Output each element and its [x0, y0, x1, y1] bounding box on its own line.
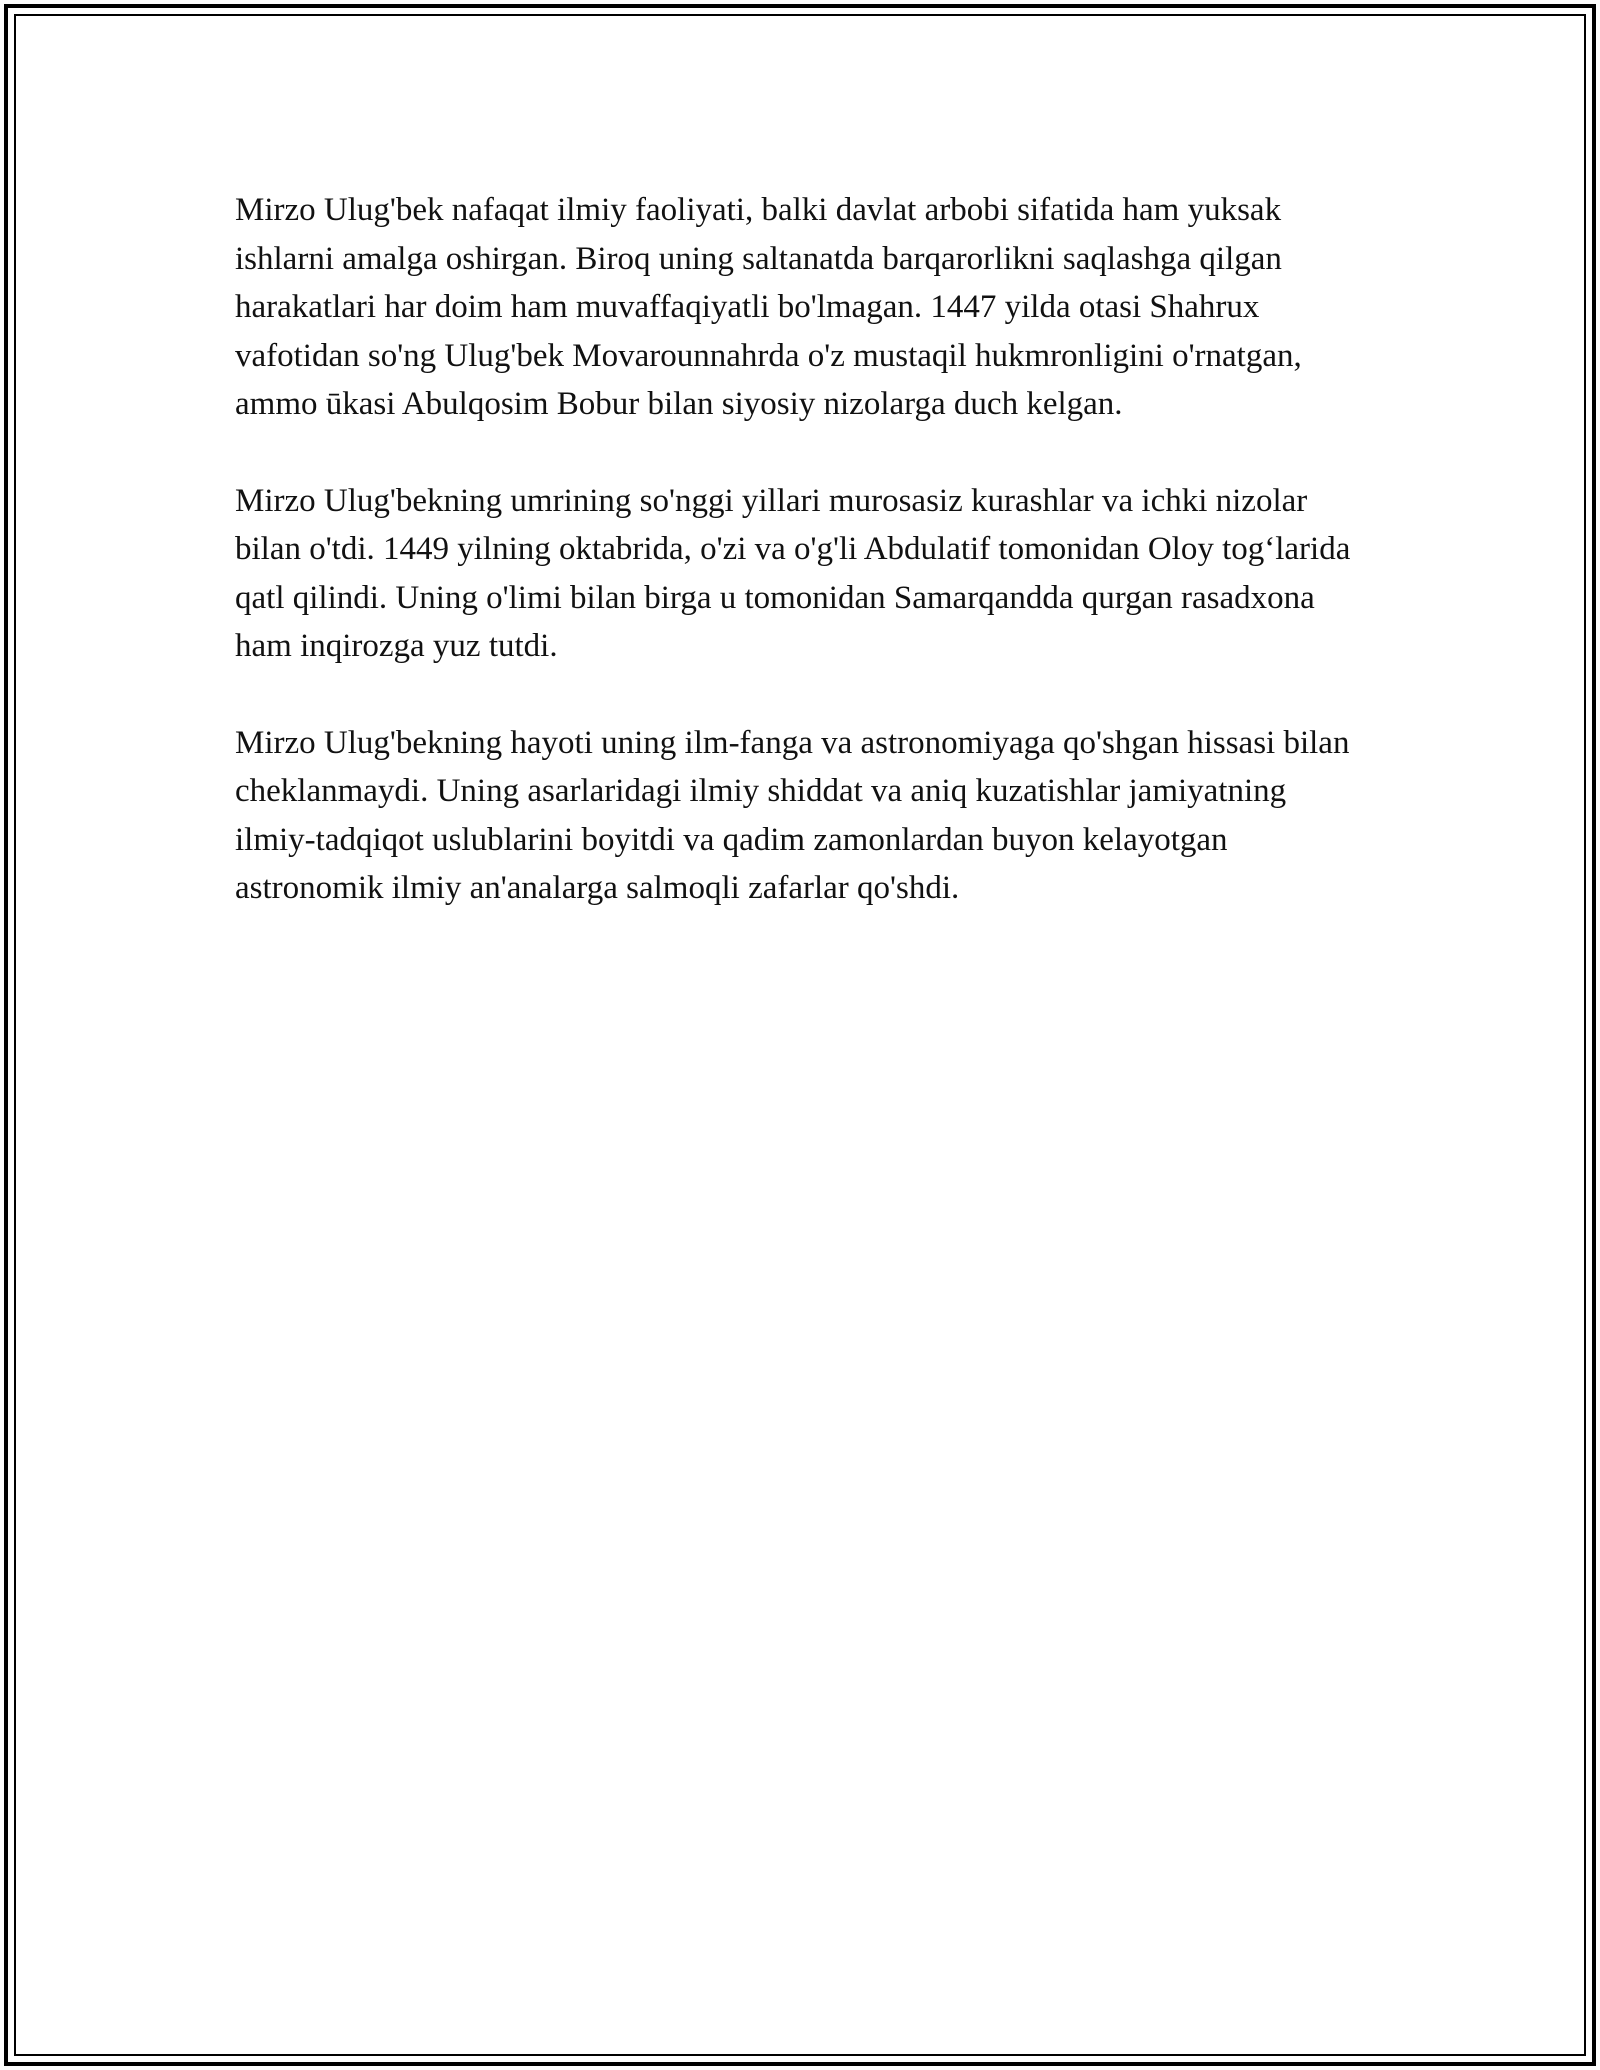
document-body — [235, 186, 1375, 961]
paragraph-2: Mirzo Ulug'bekning umrining so'nggi yillari murosasiz kurashlar va ichki nizolar bilan o'tdi. 1449 yilning oktabrida, o'zi va o'g'li Abdulatif tomonidan Oloy tog‘larida qatl qilindi. Uning o'limi bilan birga u tomonidan Samarqandda qurgan rasadxona ham inqirozga yuz tutdi. — [235, 482, 1351, 664]
paragraph-1: Mirzo Ulug'bek nafaqat ilmiy faoliyati, balki davlat arbobi sifatida ham yuksak ishlarni amalga oshirgan. Biroq uning saltanatda barqarorlikni saqlashga qilgan harakatlari har doim ham muvaffaqiyatli bo'lmagan. 1447 yilda otasi Shahrux vafotidan so'ng Ulug'bek Movarounnahrda o'z mustaqil hukmronligini o'rnatgan, ammo ūkasi Abulqosim Bobur bilan siyosiy nizolarga duch kelgan. — [235, 192, 1302, 422]
paragraph-3: Mirzo Ulug'bekning hayoti uning ilm-fanga va astronomiyaga qo'shgan hissasi bilan cheklanmaydi. Uning asarlaridagi ilmiy shiddat va aniq kuzatishlar jamiyatning ilmiy-tadqiqot uslublarini boyitdi va qadim zamonlardan buyon kelayotgan astronomik ilmiy an'analarga salmoqli zafarlar qo'shdi. — [235, 724, 1350, 906]
